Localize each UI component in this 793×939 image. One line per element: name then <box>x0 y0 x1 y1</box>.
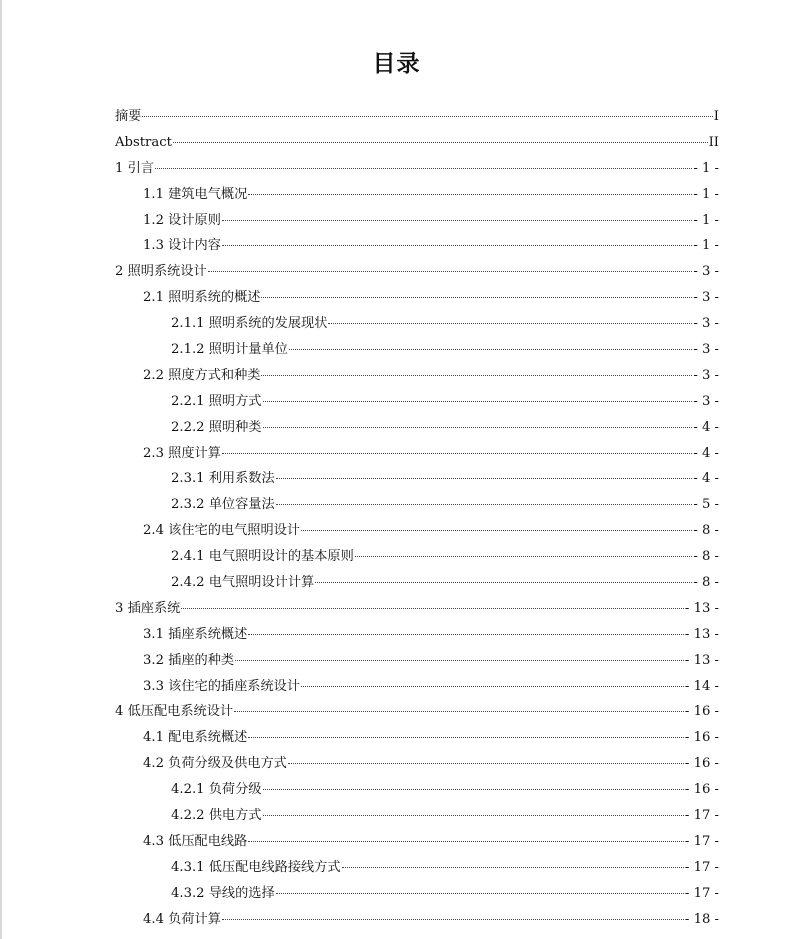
toc-entry[interactable] <box>115 518 719 544</box>
page-title: 目录 <box>372 51 421 77</box>
toc-entry[interactable] <box>115 466 719 492</box>
toc-entry-label: 2.1.2 照明计量单位 <box>171 342 288 358</box>
page-left-edge <box>0 0 2 939</box>
toc-dot-leader <box>142 115 712 117</box>
toc-entry-page-number: - 13 - <box>684 600 719 616</box>
toc-entry-page-number: - 3 - <box>693 342 719 358</box>
toc-dot-leader <box>276 477 693 479</box>
toc-entry-label: 4.2 负荷分级及供电方式 <box>143 756 287 772</box>
toc-dot-leader <box>155 167 692 169</box>
toc-entry-page-number: II <box>708 134 719 150</box>
toc-entry-page-number: - 16 - <box>684 756 719 772</box>
toc-dot-leader <box>235 659 684 661</box>
toc-entry[interactable] <box>115 104 719 130</box>
toc-entry-page-number: - 18 - <box>684 911 719 927</box>
toc-entry-label: 3.1 插座系统概述 <box>143 626 248 642</box>
toc-dot-leader <box>222 918 684 920</box>
toc-entry-label: 3 插座系统 <box>115 600 181 616</box>
toc-entry-page-number: - 13 - <box>684 626 719 642</box>
toc-entry-label: 3.3 该住宅的插座系统设计 <box>143 678 301 694</box>
toc-dot-leader <box>263 400 693 402</box>
toc-dot-leader <box>248 736 684 738</box>
toc-entry[interactable] <box>115 415 719 441</box>
toc-entry-page-number: - 14 - <box>684 678 719 694</box>
toc-entry[interactable] <box>115 182 719 208</box>
toc-entry-page-number: - 4 - <box>693 419 719 435</box>
toc-dot-leader <box>276 503 693 505</box>
toc-dot-leader <box>261 296 692 298</box>
toc-entry[interactable] <box>115 259 719 285</box>
toc-dot-leader <box>263 426 693 428</box>
toc-dot-leader <box>263 788 684 790</box>
toc-entry-page-number: - 3 - <box>693 316 719 332</box>
toc-entry-page-number: - 4 - <box>693 445 719 461</box>
toc-dot-leader <box>288 762 684 764</box>
toc-dot-leader <box>261 374 692 376</box>
toc-dot-leader <box>328 322 692 324</box>
toc-entry-page-number: - 8 - <box>693 575 719 591</box>
toc-dot-leader <box>248 633 684 635</box>
toc-dot-leader <box>315 581 692 583</box>
toc-entry-page-number: - 1 - <box>693 160 719 176</box>
toc-dot-leader <box>234 710 684 712</box>
toc-entry[interactable] <box>115 829 719 855</box>
toc-entry[interactable] <box>115 337 719 363</box>
toc-dot-leader <box>248 840 684 842</box>
toc-entry-label: 1 引言 <box>115 160 154 176</box>
toc-entry[interactable] <box>115 285 719 311</box>
toc-entry-label: 2.2.2 照明种类 <box>171 419 262 435</box>
toc-entry-label: 4.2.1 负荷分级 <box>171 782 262 798</box>
toc-entry-page-number: - 13 - <box>684 652 719 668</box>
toc-entry[interactable] <box>115 622 719 648</box>
toc-dot-leader <box>301 529 692 531</box>
toc-entry[interactable] <box>115 674 719 700</box>
toc-entry[interactable] <box>115 544 719 570</box>
toc-entry-page-number: - 8 - <box>693 523 719 539</box>
toc-entry[interactable] <box>115 156 719 182</box>
toc-entry[interactable] <box>115 881 719 907</box>
toc-entry-page-number: - 17 - <box>684 833 719 849</box>
toc-dot-leader <box>263 814 684 816</box>
toc-entry[interactable] <box>115 570 719 596</box>
toc-entry-page-number: - 3 - <box>693 367 719 383</box>
toc-entry-page-number: - 17 - <box>684 859 719 875</box>
toc-dot-leader <box>342 866 684 868</box>
toc-entry-label: 4.4 负荷计算 <box>143 911 221 927</box>
toc-entry[interactable] <box>115 389 719 415</box>
toc-entry-page-number: I <box>713 109 719 124</box>
toc-dot-leader <box>173 141 708 143</box>
toc-entry-label: 摘要 <box>115 109 142 124</box>
toc-entry-page-number: - 17 - <box>684 885 719 901</box>
toc-entry[interactable] <box>115 233 719 259</box>
toc-entry-page-number: - 16 - <box>684 782 719 798</box>
toc-entry[interactable] <box>115 907 719 933</box>
toc-entry-label: 4.2.2 供电方式 <box>171 808 262 824</box>
toc-entry[interactable] <box>115 596 719 622</box>
toc-entry-page-number: - 5 - <box>693 497 719 513</box>
toc-entry[interactable] <box>115 803 719 829</box>
toc-entry-page-number: - 3 - <box>693 264 719 280</box>
toc-entry[interactable] <box>115 777 719 803</box>
toc-dot-leader <box>222 244 692 246</box>
toc-entry-page-number: - 3 - <box>693 393 719 409</box>
toc-entry-label: 3.2 插座的种类 <box>143 652 235 668</box>
toc-entry-label: Abstract <box>115 134 172 150</box>
toc-dot-leader <box>289 348 692 350</box>
toc-dot-leader <box>208 270 693 272</box>
toc-entry-page-number: - 16 - <box>684 704 719 720</box>
toc-entry-page-number: - 8 - <box>693 549 719 565</box>
toc-entry-label: 1.3 设计内容 <box>143 238 221 254</box>
toc-entry[interactable] <box>115 751 719 777</box>
toc-entry-label: 2.4.2 电气照明设计计算 <box>171 575 315 591</box>
toc-entry[interactable] <box>115 208 719 234</box>
toc-entry[interactable] <box>115 648 719 674</box>
toc-entry-label: 2.1 照明系统的概述 <box>143 290 261 306</box>
toc-entry-label: 2.2.1 照明方式 <box>171 393 262 409</box>
toc-dot-leader <box>222 219 692 221</box>
toc-entry[interactable] <box>115 492 719 518</box>
toc-dot-leader <box>181 607 684 609</box>
toc-entry-page-number: - 1 - <box>693 238 719 254</box>
toc-entry[interactable] <box>115 699 719 725</box>
toc-entry-page-number: - 3 - <box>693 290 719 306</box>
toc-entry-label: 4.3.1 低压配电线路接线方式 <box>171 859 341 875</box>
toc-dot-leader <box>355 555 693 557</box>
toc-entry[interactable] <box>115 441 719 467</box>
toc-entry-label: 4 低压配电系统设计 <box>115 704 234 720</box>
toc-entry-label: 4.3 低压配电线路 <box>143 833 248 849</box>
toc-entry-page-number: - 1 - <box>693 186 719 202</box>
toc-entry-label: 1.1 建筑电气概况 <box>143 186 248 202</box>
toc-entry[interactable] <box>115 725 719 751</box>
toc-dot-leader <box>301 685 684 687</box>
toc-entry[interactable] <box>115 130 719 156</box>
toc-entry-label: 4.1 配电系统概述 <box>143 730 248 746</box>
toc-entry-label: 2.3.2 单位容量法 <box>171 497 275 513</box>
toc-entry[interactable] <box>115 311 719 337</box>
toc-entry-label: 2.4 该住宅的电气照明设计 <box>143 523 301 539</box>
toc-entry-label: 2.1.1 照明系统的发展现状 <box>171 316 328 332</box>
toc-dot-leader <box>222 452 692 454</box>
toc-entry-page-number: - 4 - <box>693 471 719 487</box>
toc-entry-label: 2 照明系统设计 <box>115 264 207 280</box>
toc-entry[interactable] <box>115 363 719 389</box>
toc-dot-leader <box>276 892 684 894</box>
toc-entry-label: 2.3.1 利用系数法 <box>171 471 275 487</box>
toc-entry-label: 4.3.2 导线的选择 <box>171 885 275 901</box>
toc-entry-label: 1.2 设计原则 <box>143 212 221 228</box>
toc-entry-label: 2.2 照度方式和种类 <box>143 367 261 383</box>
toc-dot-leader <box>248 193 692 195</box>
toc-entry-page-number: - 17 - <box>684 808 719 824</box>
toc-entry-page-number: - 1 - <box>693 212 719 228</box>
toc-entry[interactable] <box>115 855 719 881</box>
toc-entry-label: 2.4.1 电气照明设计的基本原则 <box>171 549 354 565</box>
toc-entry-label: 2.3 照度计算 <box>143 445 221 461</box>
toc-entry-page-number: - 16 - <box>684 730 719 746</box>
table-of-contents <box>115 104 719 933</box>
